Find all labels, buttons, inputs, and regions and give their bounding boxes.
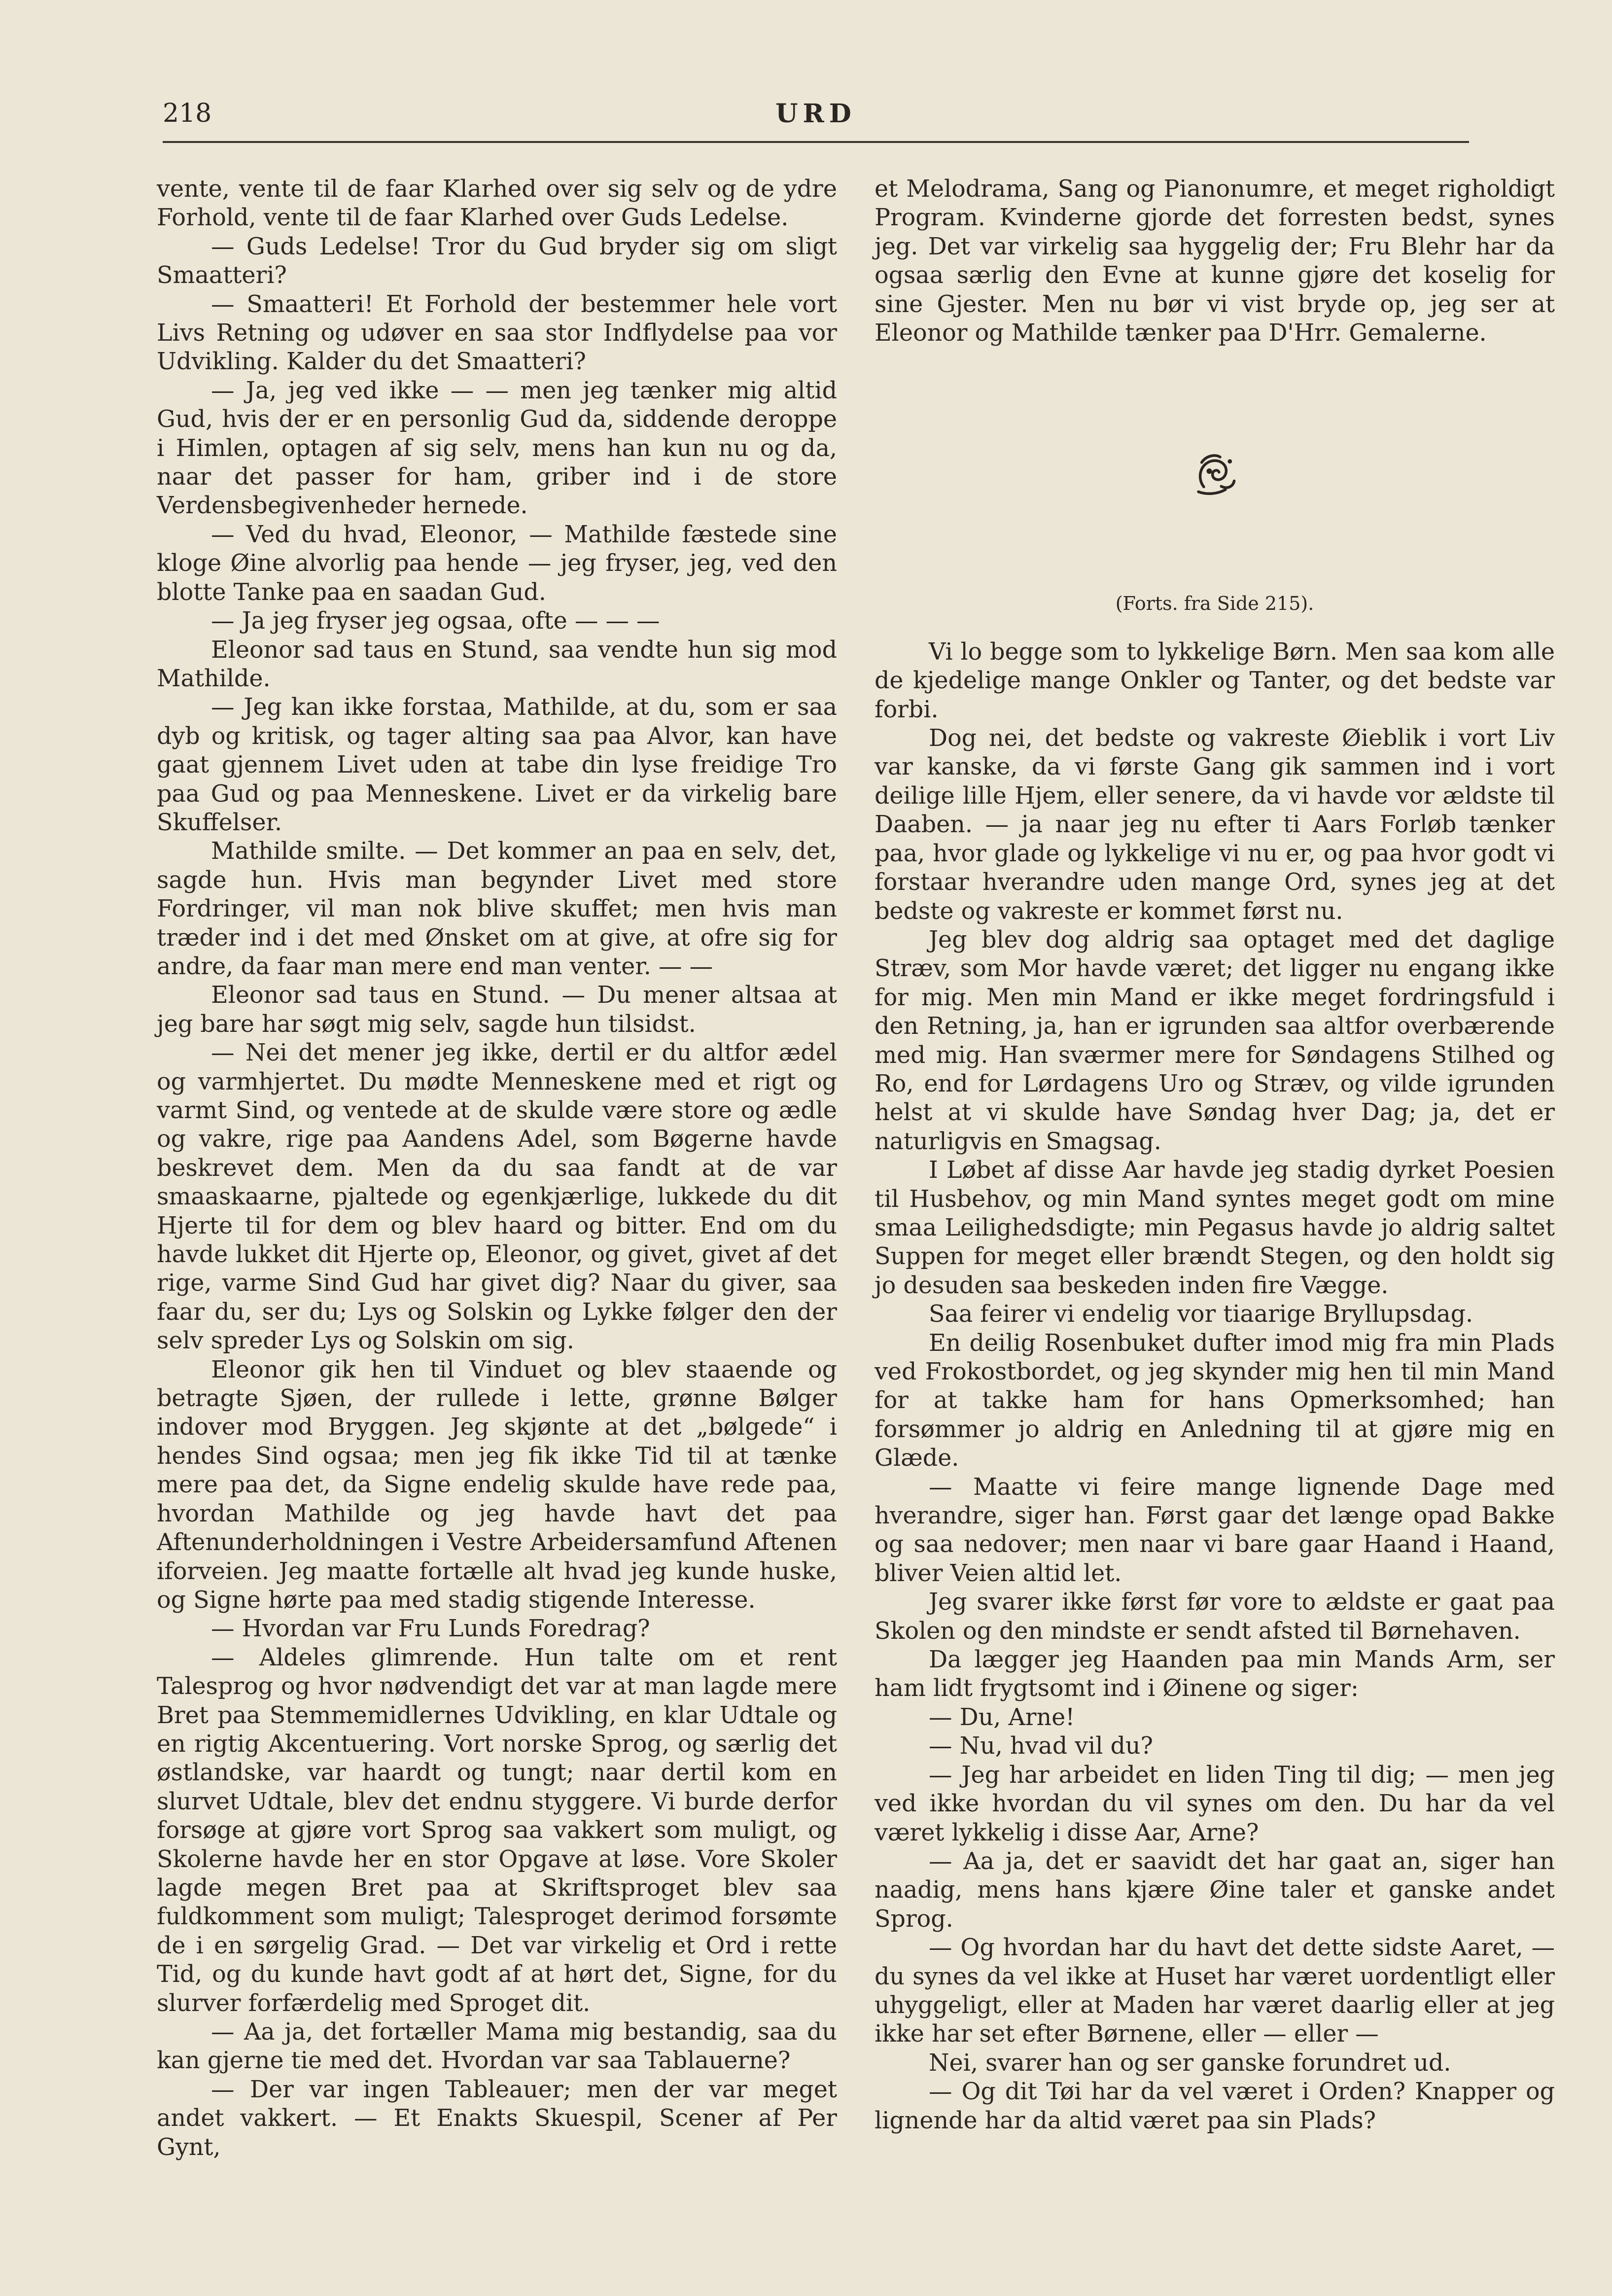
left-column (157, 175, 837, 2162)
paragraph: — Smaatteri! Et Forhold der bestemmer hele vort Livs Retning og udøver en saa stor Indflydelse paa vor Udvikling. Kalder du det Smaatteri? (157, 290, 837, 376)
paragraph: Jeg blev dog aldrig saa optaget med det daglige Stræv, som Mor havde været; det ligger nu engang ikke for mig. Men min Mand er ikke meget fordringsfuld i den Retning, ja, han er igrunden saa altfor overbærende med mig. Han sværmer mere for Søndagens Stilhed og Ro, end for Lørdagens Uro og Stræv, og vilde igrunden helst at vi skulde have Søndag hver Dag; ja, det er naturligvis en Smagsag. (875, 926, 1555, 1155)
paragraph: Nei, svarer han og ser ganske forundret ud. (929, 2049, 1451, 2077)
paragraph: Jeg svarer ikke først før vore to ældste er gaat paa Skolen og den mindste er sendt afsted til Børnehaven. (875, 1589, 1555, 1645)
paragraph: — Nu, hvad vil du? (929, 1732, 1153, 1760)
paragraph: — Du, Arne! (929, 1703, 1075, 1731)
paragraph: — Aldeles glimrende. Hun talte om et rent Talesprog og hvor nødvendigt det var at man lagde mere Bret paa Stemmemidlernes Udvikling, en klar Udtale og en rigtig Akcentuering. Vort norske Sprog, og særlig det østlandske, var haardt og tungt; naar dertil kom en slurvet Udtale, blev det endnu styggere. Vi burde derfor forsøge at gjøre vort Sprog saa vakkert som muligt, og Skolerne havde her en stor Opgave at løse. Vore Skoler lagde megen Bret paa at Skriftsproget blev saa fuldkomment som muligt; Talesproget derimod forsømte de i en sørgelig Grad. — Det var virkelig et Ord i rette Tid, og du kunde havt godt af at hørt det, Signe, for du slurver forfærdelig med Sproget dit. (157, 1644, 837, 2017)
paragraph: Mathilde smilte. — Det kommer an paa en selv, det, sagde hun. Hvis man begynder Livet med store Fordringer, vil man nok blive skuffet; men hvis man træder ind i det med Ønsket om at give, at ofre sig for andre, da faar man mere end man venter. — — (157, 838, 837, 980)
paragraph: — Nei det mener jeg ikke, dertil er du altfor ædel og varmhjertet. Du mødte Menneskene med et rigt og varmt Sind, og ventede at de skulde være store og ædle og vakre, rige paa Aandens Adel, som Bøgerne havde beskrevet dem. Men da du saa fandt at de var smaaskaarne, pjaltede og egenkjærlige, lukkede du dit Hjerte til for dem og blev haard og bitter. End om du havde lukket dit Hjerte op, Eleonor, og givet, givet af det rige, varme Sind Gud har givet dig? Naar du giver, saa faar du, ser du; Lys og Solskin og Lykke følger den der selv spreder Lys og Solskin om sig. (157, 1039, 837, 1355)
paragraph: — Og dit Tøi har da vel været i Orden? Knapper og lignende har da altid været paa sin Plads? (875, 2078, 1555, 2134)
paragraph: Eleonor sad taus en Stund, saa vendte hun sig mod Mathilde. (157, 636, 837, 692)
paragraph: I Løbet af disse Aar havde jeg stadig dyrket Poesien til Husbehov, og min Mand syntes meget godt om mine smaa Leilighedsdigte; min Pegasus havde jo aldrig saltet Suppen for meget eller brændt Stegen, og den holdt sig jo desuden saa beskeden inden fire Vægge. (875, 1157, 1555, 1299)
journal-title: URD (775, 99, 856, 129)
right-column (875, 175, 1555, 2135)
vignette-ornament-icon (1188, 446, 1242, 500)
paragraph: vente, vente til de faar Klarhed over sig selv og de ydre Forhold, vente til de faar Klarhed over Guds Ledelse. (157, 176, 837, 232)
paragraph: — Der var ingen Tableauer; men der var meget andet vakkert. — Et Enakts Skuespil, Scener af Per Gynt, (157, 2076, 837, 2161)
paragraph: — Hvordan var Fru Lunds Foredrag? (211, 1615, 650, 1643)
paragraph: — Jeg kan ikke forstaa, Mathilde, at du, som er saa dyb og kritisk, og tager alting saa paa Alvor, kan have gaat gjennem Livet uden at tabe din lyse freidige Tro paa Gud og paa Menneskene. Livet er da virkelig bare Skuffelser. (157, 694, 837, 836)
paragraph: Eleonor gik hen til Vinduet og blev staaende og betragte Sjøen, der rullede i lette, grønne Bølger indover mod Bryggen. Jeg skjønte at det „bølgede“ i hendes Sind ogsaa; men jeg fik ikke Tid til at tænke mere paa det, da Signe endelig skulde have rede paa, hvordan Mathilde og jeg havde havt det paa Aftenunderholdningen i Vestre Arbeidersamfund Aftenen iforveien. Jeg maatte fortælle alt hvad jeg kunde huske, og Signe hørte paa med stadig stigende Interesse. (157, 1356, 837, 1614)
header-rule (163, 141, 1469, 143)
paragraph: — Aa ja, det fortæller Mama mig bestandig, saa du kan gjerne tie med det. Hvordan var saa Tablauerne? (157, 2018, 837, 2075)
page-number: 218 (163, 99, 212, 128)
paragraph: En deilig Rosenbuket dufter imod mig fra min Plads ved Frokostbordet, og jeg skynder mig hen til min Mand for at takke ham for hans Opmerksomhed; han forsømmer jo aldrig en Anledning til at gjøre mig en Glæde. (875, 1329, 1555, 1472)
paragraph: — Aa ja, det er saavidt det har gaat an, siger han naadig, mens hans kjære Øine taler et ganske andet Sprog. (875, 1847, 1555, 1933)
page-header (163, 99, 1469, 143)
paragraph: — Ved du hvad, Eleonor, — Mathilde fæstede sine kloge Øine alvorlig paa hende — jeg fryser, jeg, ved den blotte Tanke paa en saadan Gud. (157, 521, 837, 606)
paragraph: Vi lo begge som to lykkelige Børn. Men saa kom alle de kjedelige mange Onkler og Tanter, og det bedste var forbi. (875, 638, 1555, 723)
paragraph: Da lægger jeg Haanden paa min Mands Arm, ser ham lidt frygtsomt ind i Øinene og siger: (875, 1646, 1555, 1702)
paragraph: — Guds Ledelse! Tror du Gud bryder sig om sligt Smaatteri? (157, 233, 837, 289)
paragraph: — Jeg har arbeidet en liden Ting til dig; — men jeg ved ikke hvordan du vil synes om den. Du har da vel været lykkelig i disse Aar, Arne? (875, 1761, 1555, 1846)
continuation-note: (Forts. fra Side 215). (1115, 593, 1314, 615)
paragraph: Dog nei, det bedste og vakreste Øieblik i vort Liv var kanske, da vi første Gang gik sammen ind i vort deilige lille Hjem, eller senere, da vi havde vor ældste til Daaben. — ja naar jeg nu efter ti Aars Forløb tænker paa, hvor glade og lykkelige vi nu er, og paa hvor godt vi forstaar hverandre uden mange Ord, synes jeg at det bedste og vakreste er kommet først nu. (875, 725, 1555, 925)
paragraph: et Melodrama, Sang og Pianonumre, et meget righoldigt Program. Kvinderne gjorde det forresten bedst, synes jeg. Det var virkelig saa hyggelig der; Fru Blehr har da ogsaa særlig den Evne at kunne gjøre det koselig for sine Gjester. Men nu bør vi vist bryde op, jeg ser at Eleonor og Mathilde tænker paa D'Hrr. Gemalerne. (875, 176, 1555, 347)
paragraph: — Maatte vi feire mange lignende Dage med hverandre, siger han. Først gaar det længe opad Bakke og saa nedover; men naar vi bare gaar Haand i Haand, bliver Veien altid let. (875, 1473, 1555, 1587)
paragraph: Saa feirer vi endelig vor tiaarige Bryllupsdag. (929, 1301, 1473, 1328)
paragraph: — Ja, jeg ved ikke — — men jeg tænker mig altid Gud, hvis der er en personlig Gud da, siddende deroppe i Himlen, optagen af sig selv, mens han kun nu og da, naar det passer for ham, griber ind i de store Verdensbegivenheder hernede. (157, 377, 837, 520)
paragraph: Eleonor sad taus en Stund. — Du mener altsaa at jeg bare har søgt mig selv, sagde hun tilsidst. (157, 982, 837, 1038)
paragraph: — Ja jeg fryser jeg ogsaa, ofte — — — (211, 607, 660, 635)
paragraph: — Og hvordan har du havt det dette sidste Aaret, — du synes da vel ikke at Huset har været uordentligt eller uhyggeligt, eller at Maden har været daarlig eller at jeg ikke har set efter Børnene, eller — eller — (875, 1934, 1555, 2048)
